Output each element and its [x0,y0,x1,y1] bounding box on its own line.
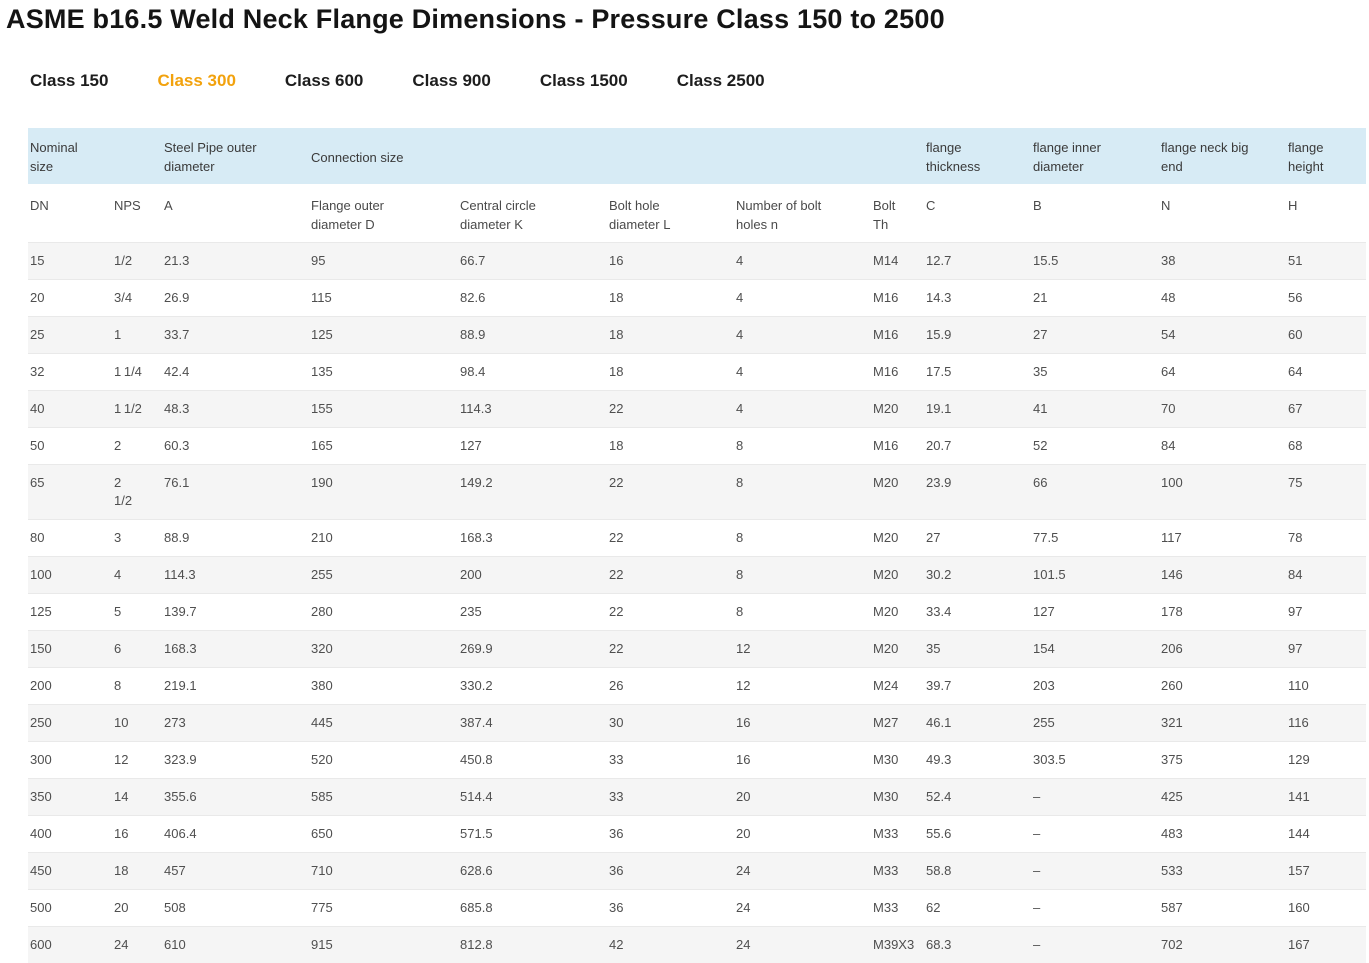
table-cell: 387.4 [458,705,607,742]
column-header-n: N [1159,184,1286,243]
table-cell: 24 [734,853,871,890]
group-header-connection-size: Connection size [309,128,924,184]
table-cell: 12 [734,668,871,705]
tab-class-600[interactable]: Class 600 [285,71,363,91]
column-header-h: H [1286,184,1366,243]
table-cell: 520 [309,742,458,779]
table-row [28,779,1366,816]
pressure-class-tabs [30,71,1369,91]
table-cell: 62 [924,890,1031,927]
table-cell: 22 [607,391,734,428]
table-cell: 165 [309,428,458,465]
table-cell: 80 [28,520,112,557]
table-cell: 101.5 [1031,557,1159,594]
table-cell: 60 [1286,317,1366,354]
column-header-b: B [1031,184,1159,243]
table-cell: 88.9 [458,317,607,354]
table-cell: M16 [871,428,924,465]
table-cell: 22 [607,631,734,668]
table-row [28,890,1366,927]
table-cell: 68.3 [924,927,1031,963]
table-cell: 26.9 [162,280,309,317]
table-cell: 100 [28,557,112,594]
table-cell: 100 [1159,465,1286,520]
table-cell: 39.7 [924,668,1031,705]
table-cell: 514.4 [458,779,607,816]
table-cell: M20 [871,520,924,557]
table-row [28,391,1366,428]
table-cell: 135 [309,354,458,391]
group-header-flange-thickness: flange thickness [924,128,1031,184]
table-cell: 6 [112,631,162,668]
table-row [28,927,1366,963]
table-cell: 15.9 [924,317,1031,354]
column-header-a: A [162,184,309,243]
table-cell: 51 [1286,243,1366,280]
table-cell: 1/2 [112,243,162,280]
table-cell: 17.5 [924,354,1031,391]
table-cell: 68 [1286,428,1366,465]
table-cell: 710 [309,853,458,890]
table-cell: 8 [734,594,871,631]
table-cell: 280 [309,594,458,631]
table-cell: 650 [309,816,458,853]
table-cell: 915 [309,927,458,963]
column-header-central-circle-diameter-k: Central circle diameter K [458,184,607,243]
table-cell: 24 [734,927,871,963]
table-cell: 273 [162,705,309,742]
table-cell: 42 [607,927,734,963]
table-cell: 255 [309,557,458,594]
table-cell: – [1031,816,1159,853]
table-cell: 168.3 [162,631,309,668]
table-cell: M24 [871,668,924,705]
tab-class-150[interactable]: Class 150 [30,71,108,91]
table-cell: 40 [28,391,112,428]
table-cell: 425 [1159,779,1286,816]
table-cell: 49.3 [924,742,1031,779]
table-cell: 250 [28,705,112,742]
table-cell: 115 [309,280,458,317]
table-cell: 32 [28,354,112,391]
table-cell: M16 [871,317,924,354]
table-cell: 35 [924,631,1031,668]
table-cell: 8 [734,428,871,465]
table-cell: 350 [28,779,112,816]
table-cell: 206 [1159,631,1286,668]
table-cell: 200 [458,557,607,594]
table-cell: 3/4 [112,280,162,317]
table-row [28,465,1366,520]
table-cell: 19.1 [924,391,1031,428]
table-cell: 775 [309,890,458,927]
table-cell: 5 [112,594,162,631]
table-cell: 88.9 [162,520,309,557]
table-cell: 127 [458,428,607,465]
table-cell: 18 [112,853,162,890]
table-cell: 587 [1159,890,1286,927]
table-cell: 450.8 [458,742,607,779]
table-cell: 36 [607,890,734,927]
table-cell: 84 [1159,428,1286,465]
table-cell: 320 [309,631,458,668]
table-row [28,594,1366,631]
table-cell: 406.4 [162,816,309,853]
table-cell: 4 [734,354,871,391]
table-cell: 114.3 [458,391,607,428]
table-cell: 445 [309,705,458,742]
group-header-nominal-size: Nominal size [28,128,162,184]
table-cell: 21 [1031,280,1159,317]
table-cell: 203 [1031,668,1159,705]
table-cell: 12 [734,631,871,668]
column-header-bolt-th: Bolt Th [871,184,924,243]
table-cell: 42.4 [162,354,309,391]
table-cell: 219.1 [162,668,309,705]
table-cell: 22 [607,557,734,594]
table-cell: M20 [871,557,924,594]
table-group-header-row [28,128,1366,184]
table-cell: 16 [734,742,871,779]
table-cell: 10 [112,705,162,742]
table-cell: M39X3 [871,927,924,963]
table-cell: 167 [1286,927,1366,963]
table-cell: 303.5 [1031,742,1159,779]
table-cell: 16 [734,705,871,742]
table-cell: 508 [162,890,309,927]
table-cell: 269.9 [458,631,607,668]
table-cell: M20 [871,465,924,520]
table-cell: 457 [162,853,309,890]
table-cell: 56 [1286,280,1366,317]
table-cell: 323.9 [162,742,309,779]
table-cell: 22 [607,520,734,557]
table-cell: 628.6 [458,853,607,890]
table-cell: 178 [1159,594,1286,631]
table-cell: 66.7 [458,243,607,280]
table-cell: 18 [607,354,734,391]
table-cell: 16 [112,816,162,853]
table-cell: 22 [607,594,734,631]
table-cell: 141 [1286,779,1366,816]
table-cell: 355.6 [162,779,309,816]
table-cell: 400 [28,816,112,853]
column-header-dn: DN [28,184,112,243]
table-cell: 24 [734,890,871,927]
table-cell: – [1031,927,1159,963]
table-cell: 149.2 [458,465,607,520]
table-cell: 95 [309,243,458,280]
table-cell: 154 [1031,631,1159,668]
table-cell: 300 [28,742,112,779]
column-header-number-of-bolt-holes-n: Number of bolt holes n [734,184,871,243]
table-cell: 70 [1159,391,1286,428]
table-cell: 23.9 [924,465,1031,520]
table-cell: M27 [871,705,924,742]
table-sub-header-row [28,184,1366,243]
table-cell: 84 [1286,557,1366,594]
page-title: ASME b16.5 Weld Neck Flange Dimensions - Pressure Class 150 to 2500 [6,4,1369,35]
table-cell: 18 [607,317,734,354]
table-cell: 8 [734,557,871,594]
column-header-flange-outer-diameter-d: Flange outer diameter D [309,184,458,243]
table-cell: 4 [734,243,871,280]
table-cell: 36 [607,853,734,890]
table-row [28,243,1366,280]
column-header-c: C [924,184,1031,243]
table-cell: 15.5 [1031,243,1159,280]
table-cell: 41 [1031,391,1159,428]
table-cell: 380 [309,668,458,705]
flange-dimensions-table-wrap [28,128,1369,963]
table-cell: 18 [607,280,734,317]
table-cell: 33 [607,779,734,816]
table-row [28,853,1366,890]
table-cell: 33.4 [924,594,1031,631]
table-cell: 25 [28,317,112,354]
group-header-pipe-outer-diameter: Steel Pipe outer diameter [162,128,309,184]
table-cell: 1 [112,317,162,354]
table-row [28,280,1366,317]
table-cell: 8 [734,520,871,557]
table-cell: M33 [871,853,924,890]
table-cell: 98.4 [458,354,607,391]
tab-class-1500[interactable]: Class 1500 [540,71,628,91]
table-cell: 200 [28,668,112,705]
table-cell: 65 [28,465,112,520]
table-cell: 16 [607,243,734,280]
table-cell: 52 [1031,428,1159,465]
table-cell: 12 [112,742,162,779]
table-cell: 125 [28,594,112,631]
table-cell: 30 [607,705,734,742]
table-cell: 60.3 [162,428,309,465]
table-row [28,705,1366,742]
tab-class-900[interactable]: Class 900 [412,71,490,91]
table-cell: 190 [309,465,458,520]
table-cell: 35 [1031,354,1159,391]
table-cell: 75 [1286,465,1366,520]
table-cell: M30 [871,779,924,816]
table-cell: 55.6 [924,816,1031,853]
table-cell: 38 [1159,243,1286,280]
table-cell: M16 [871,354,924,391]
table-cell: 685.8 [458,890,607,927]
table-row [28,428,1366,465]
table-row [28,520,1366,557]
table-cell: 46.1 [924,705,1031,742]
group-header-flange-neck-big-end: flange neck big end [1159,128,1286,184]
table-cell: M20 [871,594,924,631]
table-row [28,742,1366,779]
table-cell: 255 [1031,705,1159,742]
table-cell: 12.7 [924,243,1031,280]
table-cell: 483 [1159,816,1286,853]
tab-class-2500[interactable]: Class 2500 [677,71,765,91]
table-cell: 82.6 [458,280,607,317]
table-cell: 20 [28,280,112,317]
table-cell: 585 [309,779,458,816]
table-cell: 146 [1159,557,1286,594]
tab-class-300[interactable]: Class 300 [157,71,235,91]
table-cell: 144 [1286,816,1366,853]
table-cell: 330.2 [458,668,607,705]
table-cell: 321 [1159,705,1286,742]
table-cell: 20 [734,779,871,816]
table-cell: 600 [28,927,112,963]
table-cell: 116 [1286,705,1366,742]
table-cell: M33 [871,816,924,853]
table-cell: 114.3 [162,557,309,594]
table-cell: 97 [1286,631,1366,668]
table-cell: M30 [871,742,924,779]
table-cell: 64 [1159,354,1286,391]
table-cell: 27 [924,520,1031,557]
table-cell: 127 [1031,594,1159,631]
group-header-flange-inner-diameter: flange inner diameter [1031,128,1159,184]
table-cell: 22 [607,465,734,520]
table-cell: 48.3 [162,391,309,428]
table-cell: 15 [28,243,112,280]
table-cell: 125 [309,317,458,354]
table-cell: 450 [28,853,112,890]
table-cell: 78 [1286,520,1366,557]
flange-dimensions-table [28,128,1366,963]
table-cell: 139.7 [162,594,309,631]
table-body [28,243,1366,963]
table-cell: 4 [734,280,871,317]
table-cell: 160 [1286,890,1366,927]
table-cell: 20.7 [924,428,1031,465]
table-cell: 50 [28,428,112,465]
table-cell: 168.3 [458,520,607,557]
table-cell: 77.5 [1031,520,1159,557]
table-cell: – [1031,890,1159,927]
table-cell: M33 [871,890,924,927]
table-cell: 235 [458,594,607,631]
column-header-nps: NPS [112,184,162,243]
table-cell: 210 [309,520,458,557]
table-cell: 1 1/4 [112,354,162,391]
table-cell: 30.2 [924,557,1031,594]
table-cell: M20 [871,391,924,428]
table-cell: 76.1 [162,465,309,520]
table-row [28,631,1366,668]
table-cell: 21.3 [162,243,309,280]
table-cell: M16 [871,280,924,317]
table-cell: 260 [1159,668,1286,705]
table-row [28,557,1366,594]
table-cell: 64 [1286,354,1366,391]
table-cell: 14.3 [924,280,1031,317]
table-cell: 27 [1031,317,1159,354]
table-cell: 8 [734,465,871,520]
table-cell: M20 [871,631,924,668]
table-cell: 2 1/2 [112,465,162,520]
table-cell: 14 [112,779,162,816]
table-cell: M14 [871,243,924,280]
table-cell: 33 [607,742,734,779]
table-cell: 58.8 [924,853,1031,890]
table-row [28,816,1366,853]
table-cell: 33.7 [162,317,309,354]
table-cell: 4 [734,391,871,428]
column-header-bolt-hole-diameter-l: Bolt hole diameter L [607,184,734,243]
table-cell: 4 [112,557,162,594]
table-cell: 67 [1286,391,1366,428]
table-cell: 702 [1159,927,1286,963]
table-cell: 26 [607,668,734,705]
group-header-flange-height: flange height [1286,128,1366,184]
table-cell: – [1031,853,1159,890]
table-cell: 54 [1159,317,1286,354]
table-cell: 375 [1159,742,1286,779]
table-cell: 2 [112,428,162,465]
table-cell: 500 [28,890,112,927]
table-row [28,668,1366,705]
table-cell: 52.4 [924,779,1031,816]
table-cell: 48 [1159,280,1286,317]
table-cell: 36 [607,816,734,853]
table-cell: 8 [112,668,162,705]
table-cell: 571.5 [458,816,607,853]
table-cell: 20 [734,816,871,853]
table-cell: 150 [28,631,112,668]
table-cell: 533 [1159,853,1286,890]
table-cell: 610 [162,927,309,963]
table-cell: 110 [1286,668,1366,705]
table-cell: 812.8 [458,927,607,963]
table-cell: 1 1/2 [112,391,162,428]
table-cell: – [1031,779,1159,816]
table-cell: 97 [1286,594,1366,631]
table-cell: 129 [1286,742,1366,779]
table-cell: 24 [112,927,162,963]
table-cell: 4 [734,317,871,354]
table-cell: 20 [112,890,162,927]
table-row [28,354,1366,391]
table-cell: 18 [607,428,734,465]
table-row [28,317,1366,354]
table-cell: 66 [1031,465,1159,520]
table-cell: 117 [1159,520,1286,557]
table-cell: 3 [112,520,162,557]
table-cell: 157 [1286,853,1366,890]
table-cell: 155 [309,391,458,428]
